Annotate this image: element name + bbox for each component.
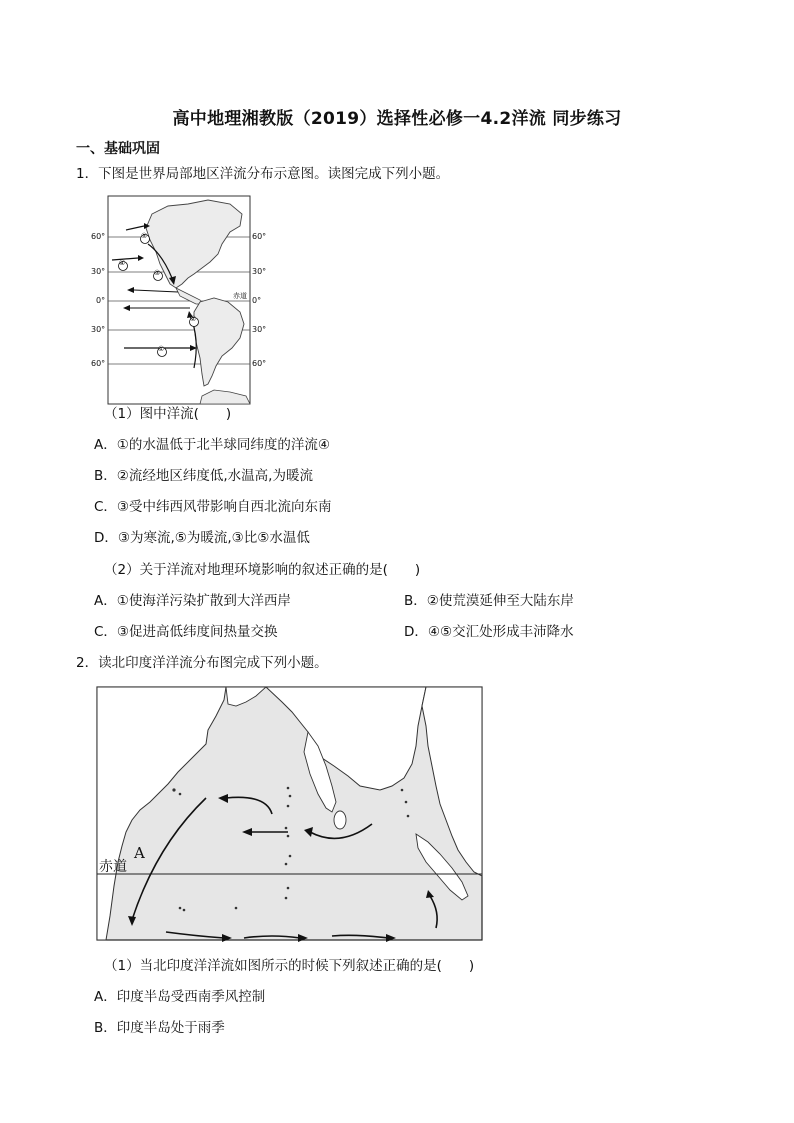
lat-label-right: 30° bbox=[252, 267, 267, 276]
equator-label: 赤道 bbox=[233, 292, 247, 300]
option-a[interactable]: A．①的水温低于北半球同纬度的洋流④ bbox=[94, 437, 330, 453]
lat-label-right: 60° bbox=[252, 359, 267, 368]
lat-label-left: 60° bbox=[91, 359, 106, 368]
lat-label-left: 30° bbox=[91, 267, 106, 276]
question-1-2-stem: （2）关于洋流对地理环境影响的叙述正确的是( ) bbox=[104, 562, 421, 578]
option-a[interactable]: A．①使海洋污染扩散到大洋西岸 bbox=[94, 593, 291, 609]
indian-ocean-map bbox=[96, 686, 484, 942]
lat-label-right: 30° bbox=[252, 325, 267, 334]
current-label-2: ② bbox=[190, 315, 197, 323]
option-b[interactable]: B．印度半岛处于雨季 bbox=[94, 1020, 225, 1036]
lat-label-left: 60° bbox=[91, 232, 106, 241]
question-1-1-stem: （1）图中洋流( ) bbox=[104, 406, 232, 422]
current-label-4: ④ bbox=[119, 259, 126, 267]
option-c[interactable]: C．③受中纬西风带影响自西北流向东南 bbox=[94, 499, 332, 515]
equator-label: 赤道 bbox=[99, 859, 127, 875]
current-label-3: ③ bbox=[154, 269, 161, 277]
question-2-stem: 2．读北印度洋洋流分布图完成下列小题。 bbox=[76, 655, 328, 671]
option-a[interactable]: A．印度半岛受西南季风控制 bbox=[94, 989, 266, 1005]
option-b[interactable]: B．②流经地区纬度低,水温高,为暖流 bbox=[94, 468, 313, 484]
question-2-1-stem: （1）当北印度洋洋流如图所示的时候下列叙述正确的是( ) bbox=[104, 958, 475, 974]
option-d[interactable]: D．③为寒流,⑤为暖流,③比⑤水温低 bbox=[94, 530, 310, 546]
question-1-stem: 1．下图是世界局部地区洋流分布示意图。读图完成下列小题。 bbox=[76, 166, 450, 182]
lat-label-left: 30° bbox=[91, 325, 106, 334]
current-label-5: ⑤ bbox=[141, 232, 148, 240]
current-label-1: ① bbox=[158, 345, 165, 353]
point-a-label: A bbox=[134, 844, 145, 862]
world-currents-map bbox=[90, 192, 270, 412]
lat-label-right: 0° bbox=[252, 296, 262, 305]
lat-label-left: 0° bbox=[96, 296, 106, 305]
page-title: 高中地理湘教版（2019）选择性必修一4.2洋流 同步练习 bbox=[172, 109, 622, 129]
option-c[interactable]: C．③促进高低纬度间热量交换 bbox=[94, 624, 278, 640]
lat-label-right: 60° bbox=[252, 232, 267, 241]
option-d[interactable]: D．④⑤交汇处形成丰沛降水 bbox=[404, 624, 574, 640]
section-heading: 一、基础巩固 bbox=[76, 141, 160, 157]
option-b[interactable]: B．②使荒漠延伸至大陆东岸 bbox=[404, 593, 574, 609]
